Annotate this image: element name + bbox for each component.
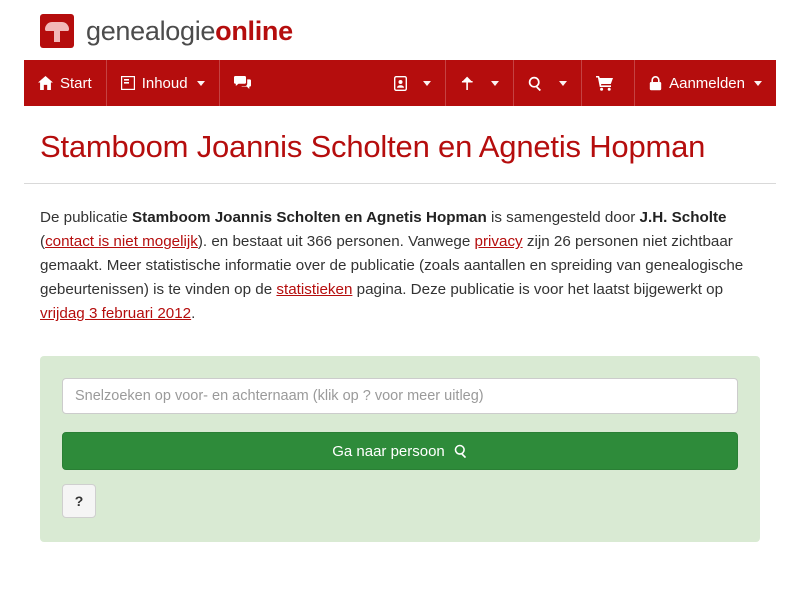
contact-link[interactable]: contact is niet mogelijk [45, 233, 198, 251]
nav-item-comments[interactable] [219, 60, 272, 106]
nav-item-tree-branch[interactable] [445, 60, 513, 106]
tree-logo-icon [40, 14, 74, 48]
search-input[interactable] [62, 378, 738, 414]
privacy-link[interactable]: privacy [474, 233, 523, 251]
chevron-down-icon [423, 81, 431, 86]
search-icon [454, 444, 468, 458]
navbar-spacer [272, 60, 381, 106]
publication-intro [40, 206, 760, 326]
shopping-cart-icon [596, 76, 613, 91]
nav-item-id-badge[interactable] [380, 60, 445, 106]
lock-icon [649, 76, 662, 91]
intro-text-6: pagina. Deze publicatie is voor het laatst bijgewerkt op [352, 281, 724, 299]
search-icon [528, 76, 543, 91]
book-icon [121, 76, 135, 90]
nav-item-search[interactable] [513, 60, 581, 106]
intro-text-7: . [191, 305, 196, 323]
chevron-down-icon [197, 81, 205, 86]
last-updated-date-link[interactable]: vrijdag 3 februari 2012 [40, 305, 192, 323]
go-to-person-button[interactable] [62, 432, 738, 470]
page-title-wrap [0, 106, 800, 165]
title-divider [24, 183, 776, 184]
intro-text-3: ( [40, 233, 46, 251]
intro-author-name: J.H. Scholte [639, 209, 727, 227]
nav-item-inhoud[interactable] [106, 60, 219, 106]
nav-item-aanmelden[interactable] [634, 60, 776, 106]
id-badge-icon [394, 76, 407, 91]
intro-text-2: is samengesteld door [486, 209, 640, 227]
comments-icon [234, 76, 251, 90]
main-navbar [24, 60, 776, 106]
statistics-link[interactable]: statistieken [276, 281, 353, 299]
intro-publication-name: Stamboom Joannis Scholten en Agnetis Hopman [132, 209, 487, 227]
go-to-person-label: Ga naar persoon [332, 442, 445, 460]
nav-label-start: Start [60, 74, 92, 92]
brand-name-bold: online [215, 15, 293, 46]
intro-text-5: zijn 26 personen niet zichtbaar gemaakt. Meer statistische informatie over de publicatie (zoals aantallen en spreiding van genealogische gebeurtenissen) is te vinden op de [40, 233, 744, 299]
nav-label-aanmelden: Aanmelden [669, 74, 745, 92]
chevron-down-icon [491, 81, 499, 86]
brand-wordmark[interactable] [86, 15, 293, 46]
intro-text-4: ). en bestaat uit 366 personen. Vanwege [197, 233, 475, 251]
navbar-right-group [380, 60, 776, 106]
quick-search-panel [40, 356, 760, 542]
nav-item-start[interactable] [24, 60, 106, 106]
nav-item-cart[interactable] [581, 60, 634, 106]
tree-branch-icon [460, 76, 475, 91]
navbar-left-group [24, 60, 272, 106]
chevron-down-icon [754, 81, 762, 86]
help-button[interactable]: ? [62, 484, 96, 518]
home-icon [38, 76, 53, 90]
brand-header [0, 0, 800, 60]
chevron-down-icon [559, 81, 567, 86]
intro-text-1: De publicatie [40, 209, 133, 227]
brand-name-light: genealogie [86, 15, 216, 46]
page-title: Stamboom Joannis Scholten en Agnetis Hopman [40, 129, 706, 164]
nav-label-inhoud: Inhoud [141, 74, 188, 92]
